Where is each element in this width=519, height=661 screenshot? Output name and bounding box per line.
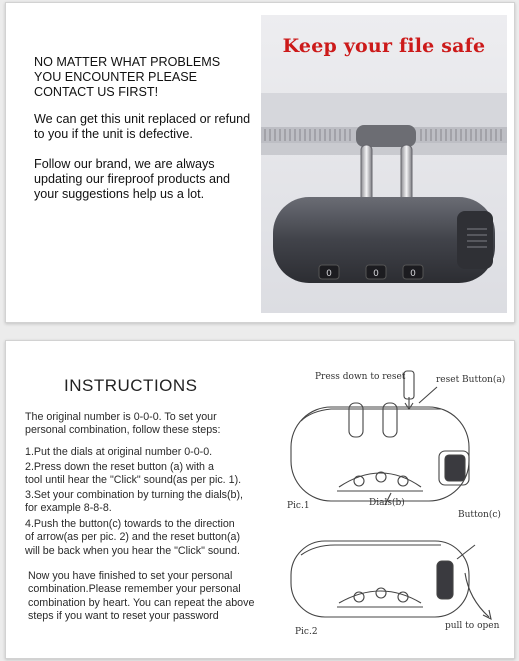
button-c-label: Button(c)	[458, 510, 501, 520]
brand-note: Follow our brand, we are always updating our fireproof products and your suggestions help us a lot.	[34, 157, 231, 201]
svg-text:0: 0	[410, 269, 416, 279]
step-4: 4.Push the button(c) towards to the direction of arrow(as per pic. 2) and the reset button(a) will be back when you hear the "Click" sound.	[25, 518, 241, 557]
photo-headline: Keep your file safe	[282, 35, 486, 57]
lock-photo	[261, 15, 507, 313]
svg-text:0: 0	[373, 269, 379, 279]
reset-button-label: reset Button(a)	[436, 375, 506, 385]
replacement-note: We can get this unit replaced or refund to you if the unit is defective.	[34, 112, 251, 141]
instructions-title: INSTRUCTIONS	[64, 376, 198, 395]
step-1: 1.Put the dials at original number 0-0-0.	[25, 446, 213, 458]
pic1-label: Pic.1	[287, 501, 310, 511]
svg-text:0: 0	[326, 269, 332, 279]
pull-to-open-label: pull to open	[445, 621, 500, 631]
notice-card	[5, 2, 515, 323]
contact-warning: NO MATTER WHAT PROBLEMS YOU ENCOUNTER PLEASE CONTACT US FIRST!	[34, 55, 221, 99]
press-down-label: Press down to reset	[315, 372, 406, 382]
step-3: 3.Set your combination by turning the dials(b), for example 8-8-8.	[25, 489, 244, 515]
lock-diagram	[271, 359, 506, 644]
instructions-card	[5, 340, 515, 659]
intro-text: The original number is 0-0-0. To set your personal combination, follow these steps:	[25, 411, 221, 437]
dials-label: Dials(b)	[369, 498, 405, 508]
step-2: 2.Press down the reset button (a) with a tool until hear the "Click" sound(as per pic. 1).	[25, 461, 242, 487]
combination-lock-illustration	[261, 15, 507, 313]
pic2-label: Pic.2	[295, 627, 318, 637]
closing-text: Now you have finished to set your personal combination.Please remember your personal combination by heart. You can repeat the above steps if you want to reset your password	[28, 570, 255, 622]
